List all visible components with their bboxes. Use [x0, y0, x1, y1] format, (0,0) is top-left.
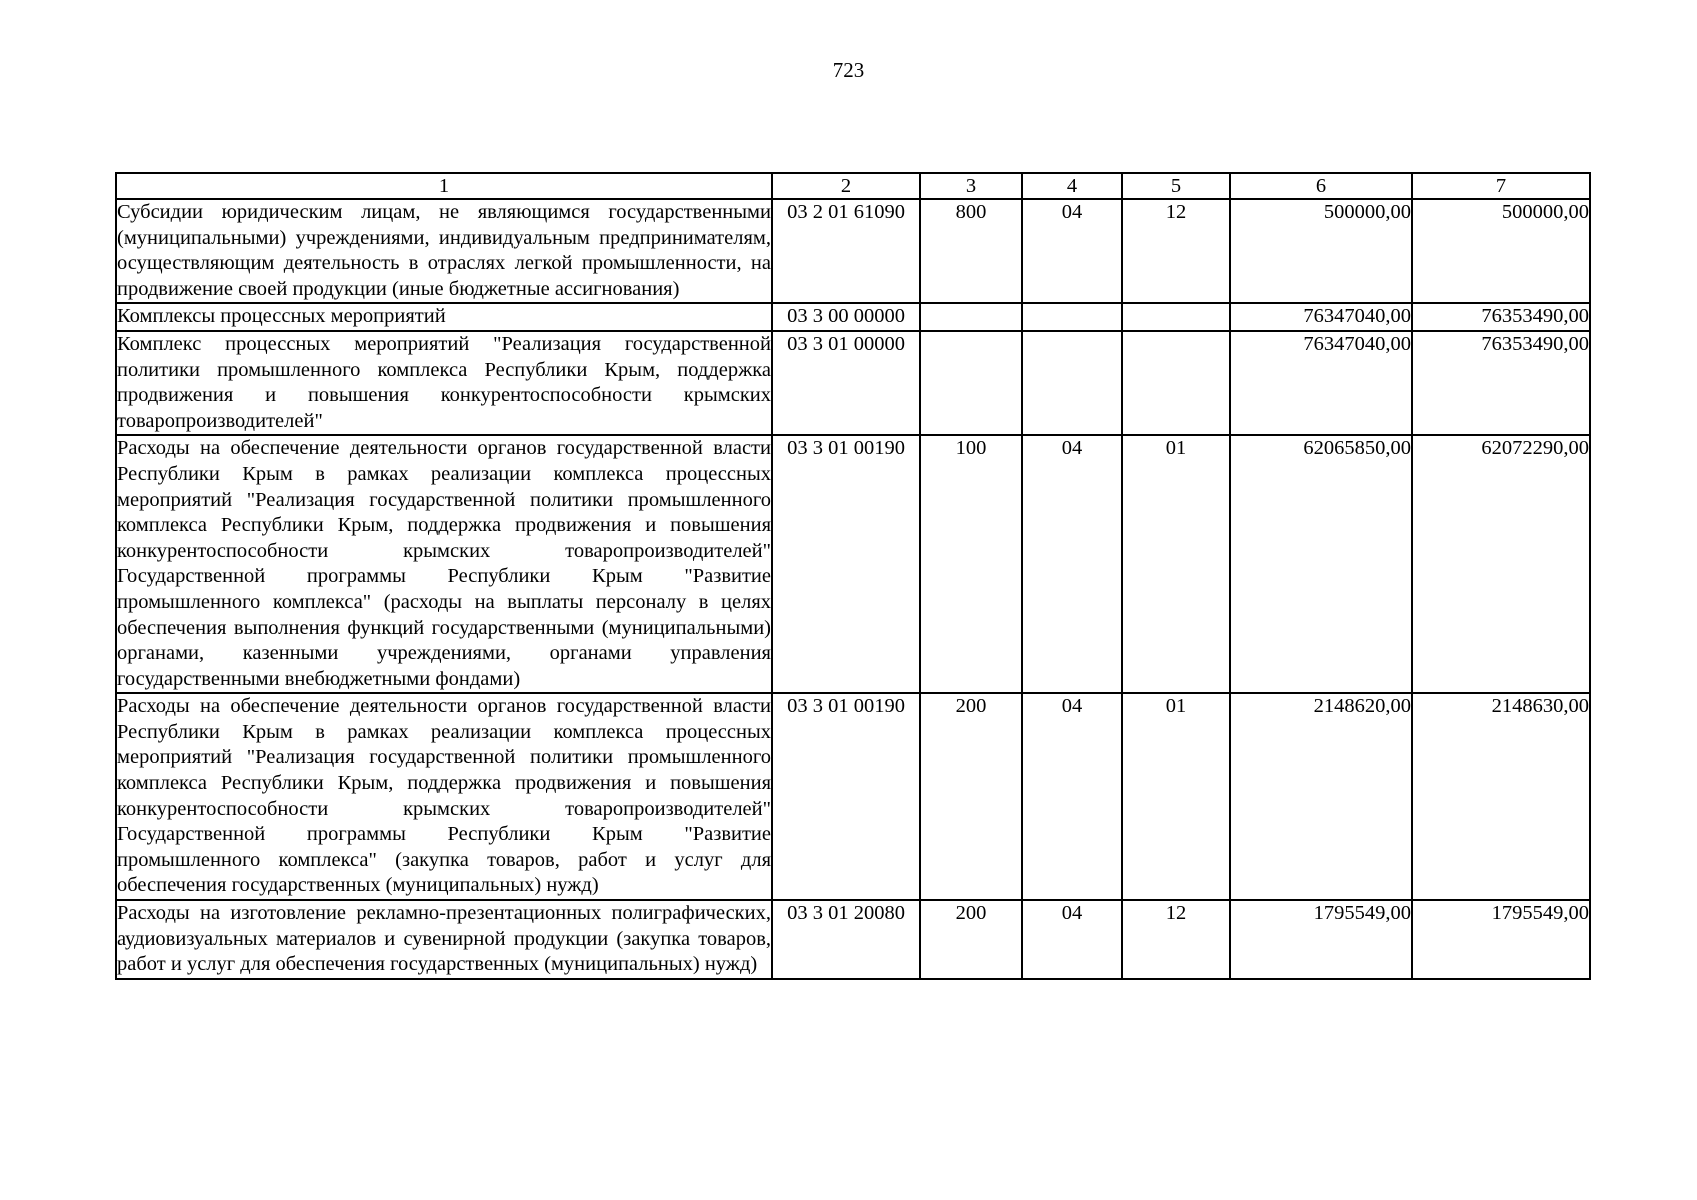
row-name: Комплекс процессных мероприятий "Реализация государственной политики промышленного комплекса Республики Крым, поддержка продвижения и повышения конкурентоспособности крымских товаропроизводителей": [116, 331, 772, 435]
table-row: [116, 199, 1590, 303]
row-expense-type: 200: [920, 693, 1022, 900]
row-section: [1022, 331, 1122, 435]
table-row: [116, 331, 1590, 435]
row-subsection: [1122, 303, 1230, 331]
table-row: [116, 693, 1590, 900]
row-amount-1: 76347040,00: [1230, 303, 1412, 331]
row-subsection: 12: [1122, 900, 1230, 979]
row-subsection: 12: [1122, 199, 1230, 303]
table-row: [116, 900, 1590, 979]
row-amount-1: 62065850,00: [1230, 435, 1412, 693]
row-target-code: 03 3 00 00000: [772, 303, 920, 331]
column-header: 5: [1122, 173, 1230, 199]
row-subsection: 01: [1122, 693, 1230, 900]
row-section: 04: [1022, 199, 1122, 303]
row-amount-2: 62072290,00: [1412, 435, 1590, 693]
column-header: 7: [1412, 173, 1590, 199]
row-amount-1: 2148620,00: [1230, 693, 1412, 900]
row-amount-2: 1795549,00: [1412, 900, 1590, 979]
column-header: 1: [116, 173, 772, 199]
row-target-code: 03 2 01 61090: [772, 199, 920, 303]
budget-table: [115, 172, 1591, 980]
row-section: 04: [1022, 900, 1122, 979]
row-amount-2: 2148630,00: [1412, 693, 1590, 900]
row-section: [1022, 303, 1122, 331]
row-section: 04: [1022, 435, 1122, 693]
row-subsection: [1122, 331, 1230, 435]
row-expense-type: 200: [920, 900, 1022, 979]
column-header: 2: [772, 173, 920, 199]
row-amount-2: 76353490,00: [1412, 331, 1590, 435]
row-amount-1: 76347040,00: [1230, 331, 1412, 435]
table-row: [116, 435, 1590, 693]
row-amount-1: 1795549,00: [1230, 900, 1412, 979]
row-expense-type: 800: [920, 199, 1022, 303]
header-row: [116, 173, 1590, 199]
row-amount-2: 76353490,00: [1412, 303, 1590, 331]
row-name: Расходы на изготовление рекламно-презентационных полиграфических, аудиовизуальных материалов и сувенирной продукции (закупка товаров, работ и услуг для обеспечения государственных (муниципальных) нужд): [116, 900, 772, 979]
row-name: Комплексы процессных мероприятий: [116, 303, 772, 331]
row-amount-1: 500000,00: [1230, 199, 1412, 303]
column-header: 3: [920, 173, 1022, 199]
row-subsection: 01: [1122, 435, 1230, 693]
row-expense-type: 100: [920, 435, 1022, 693]
row-amount-2: 500000,00: [1412, 199, 1590, 303]
row-name: Расходы на обеспечение деятельности органов государственной власти Республики Крым в рамках реализации комплекса процессных мероприятий "Реализация государственной политики промышленного комплекса Республики Крым, поддержка продвижения и повышения конкурентоспособности крымских товаропроизводителей" Государственной программы Республики Крым "Развитие промышленного комплекса" (расходы на выплаты персоналу в целях обеспечения выполнения функций государственными (муниципальными) органами, казенными учреждениями, органами управления государственными внебюджетными фондами): [116, 435, 772, 693]
row-name: Субсидии юридическим лицам, не являющимся государственными (муниципальными) учреждениями, индивидуальным предпринимателям, осуществляющим деятельность в отраслях легкой промышленности, на продвижение своей продукции (иные бюджетные ассигнования): [116, 199, 772, 303]
row-target-code: 03 3 01 20080: [772, 900, 920, 979]
row-target-code: 03 3 01 00190: [772, 435, 920, 693]
column-header: 6: [1230, 173, 1412, 199]
row-name: Расходы на обеспечение деятельности органов государственной власти Республики Крым в рамках реализации комплекса процессных мероприятий "Реализация государственной политики промышленного комплекса Республики Крым, поддержка продвижения и повышения конкурентоспособности крымских товаропроизводителей" Государственной программы Республики Крым "Развитие промышленного комплекса" (закупка товаров, работ и услуг для обеспечения государственных (муниципальных) нужд): [116, 693, 772, 900]
row-target-code: 03 3 01 00190: [772, 693, 920, 900]
table-row: [116, 303, 1590, 331]
page-number: 723: [832, 58, 865, 82]
row-expense-type: [920, 331, 1022, 435]
row-expense-type: [920, 303, 1022, 331]
column-header: 4: [1022, 173, 1122, 199]
row-section: 04: [1022, 693, 1122, 900]
row-target-code: 03 3 01 00000: [772, 331, 920, 435]
